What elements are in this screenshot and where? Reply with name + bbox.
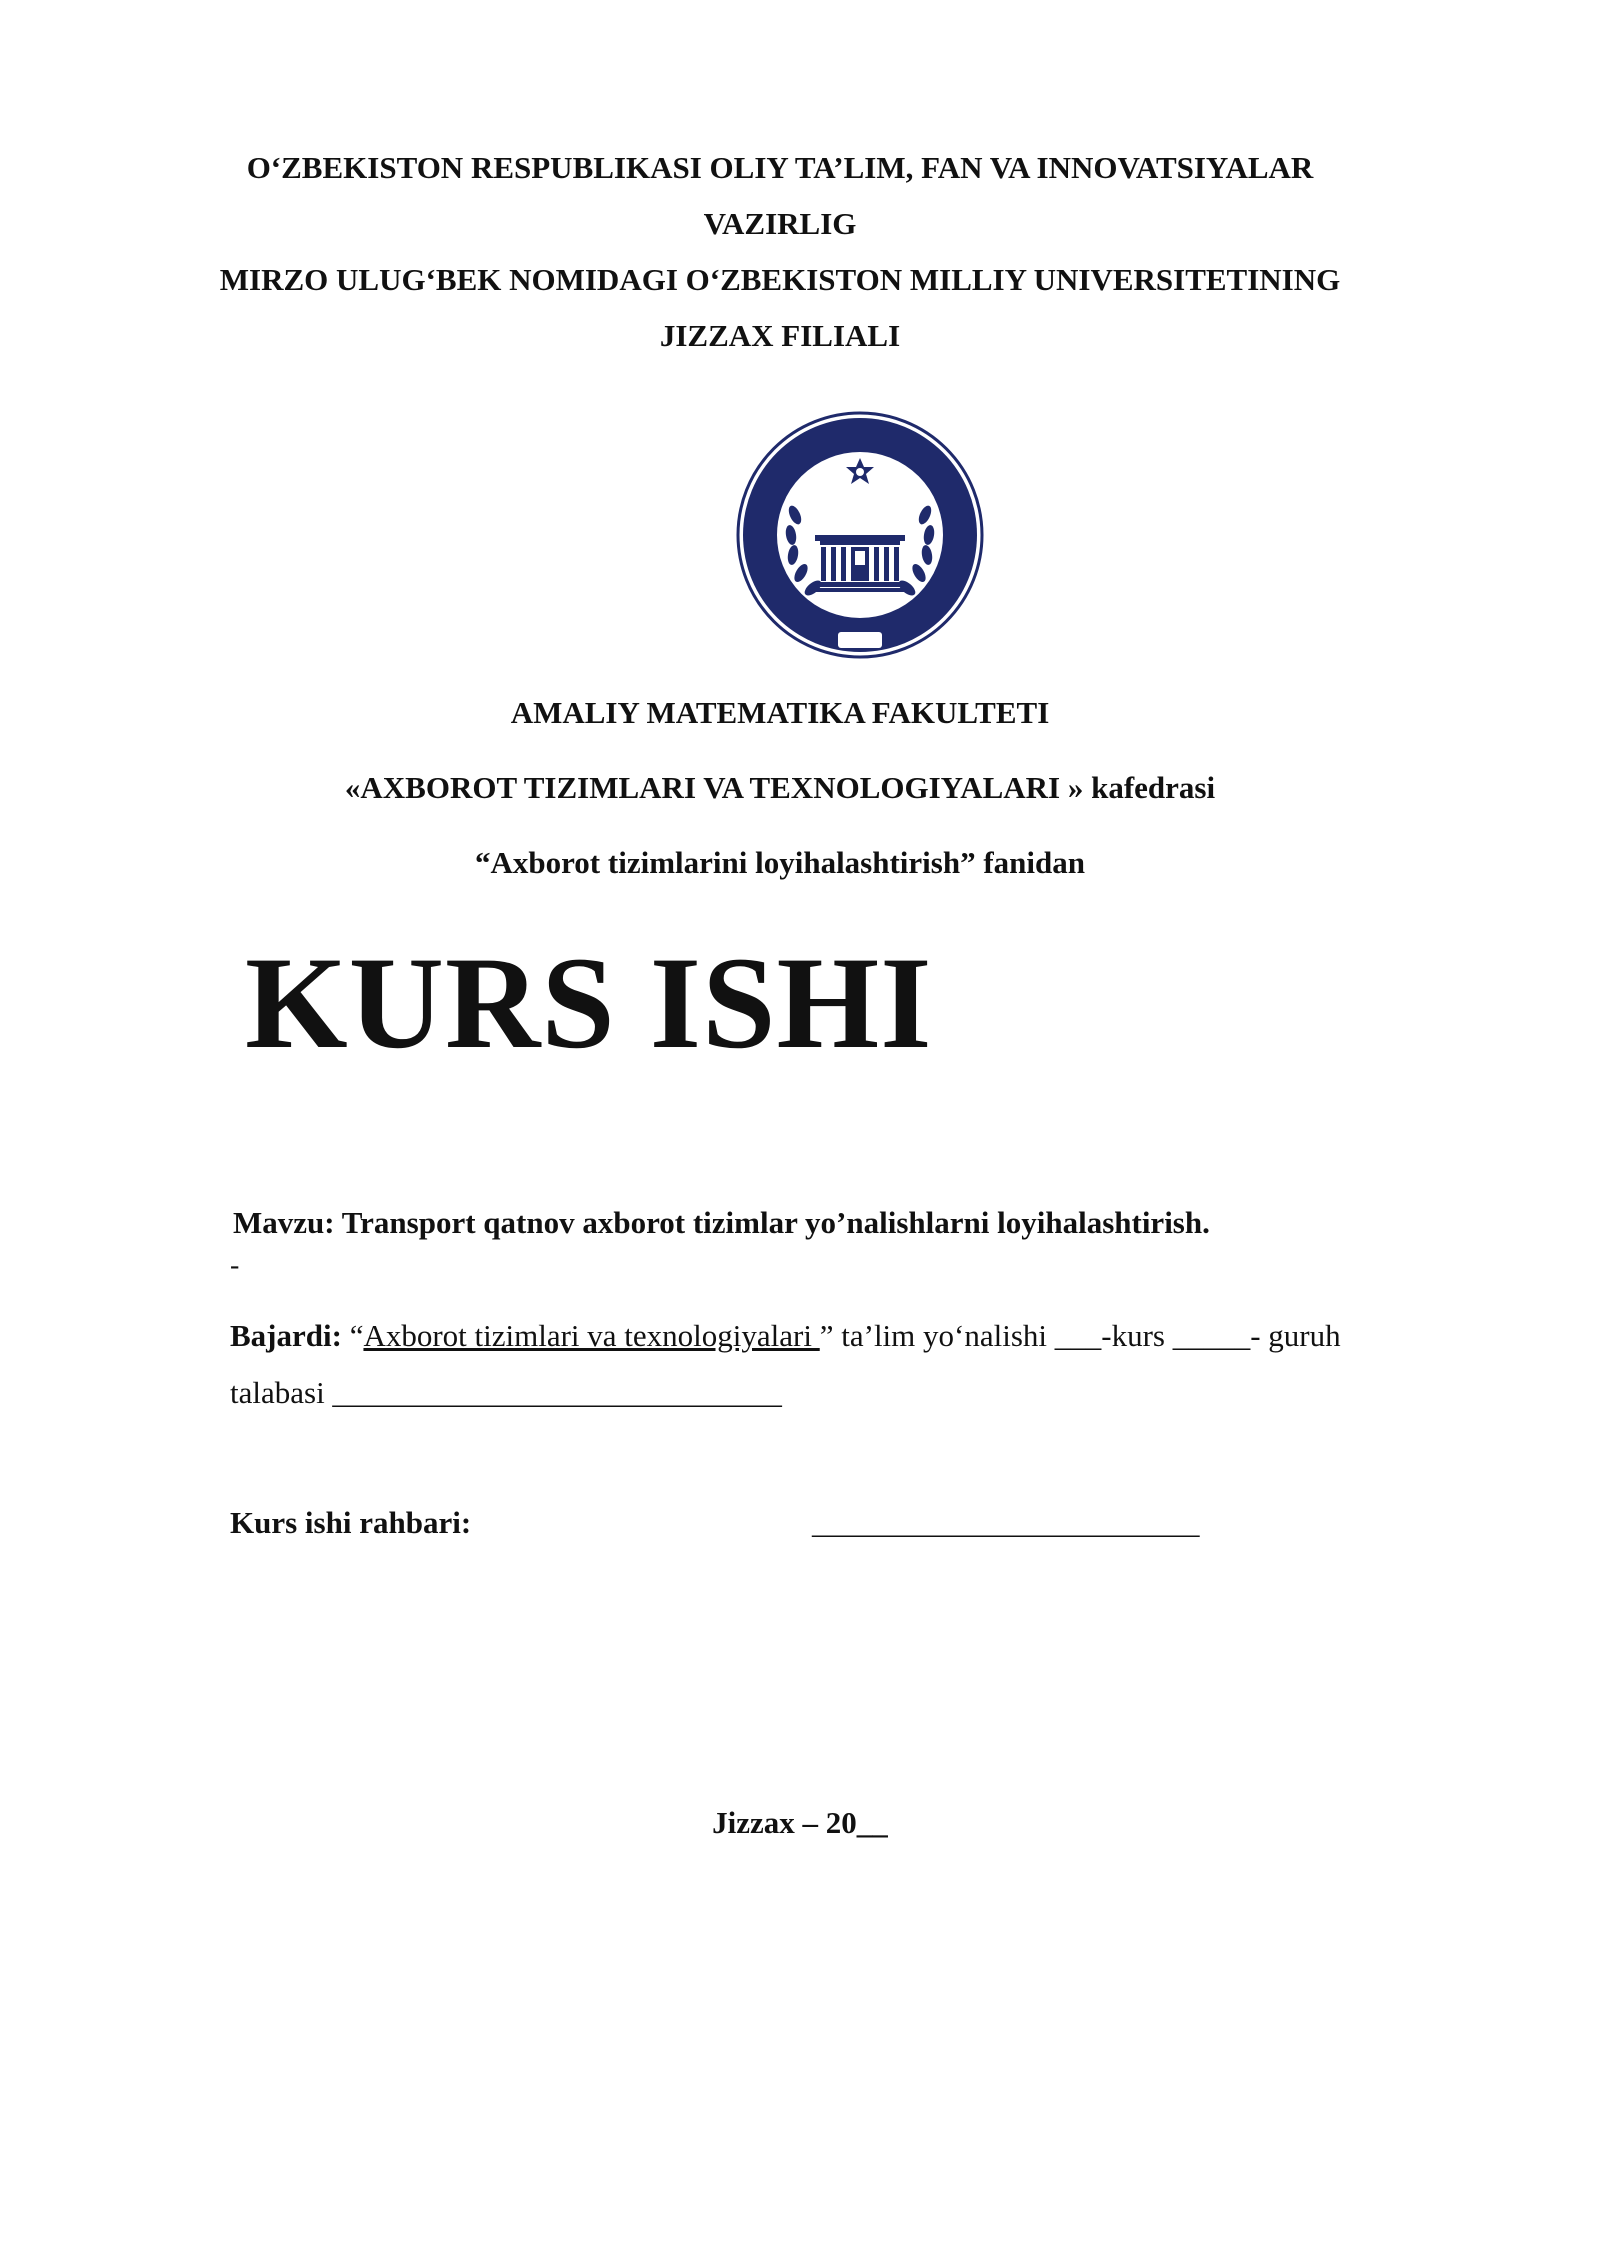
- performer-open-quote: “: [341, 1318, 364, 1353]
- program-name: Axborot tizimlari va texnologiyalari: [363, 1318, 820, 1353]
- dash-mark: -: [230, 1250, 240, 1281]
- supervisor-blank-line: _________________________: [812, 1505, 1200, 1540]
- city-year: Jizzax – 20__: [712, 1805, 888, 1840]
- branch-title-line: JIZZAX FILIALI: [659, 318, 901, 353]
- topic-line: Mavzu: Transport qatnov axborot tizimlar yo’nalishlarni loyihalashtirish.: [233, 1205, 1210, 1240]
- university-seal-logo: [735, 410, 985, 660]
- supervisor-label: Kurs ishi rahbari:: [230, 1505, 472, 1540]
- department-name: «AXBOROT TIZIMLARI VA TEXNOLOGIYALARI » kafedrasi: [344, 770, 1216, 805]
- performer-line: [230, 1318, 1341, 1354]
- performer-label: Bajardi:: [230, 1318, 342, 1353]
- performer-rest: ” ta’lim yo‘nalishi ___-kurs _____- guruh: [819, 1318, 1341, 1353]
- ministry-title-line-1: O‘ZBEKISTON RESPUBLIKASI OLIY TA’LIM, FAN VA INNOVATSIYALAR: [246, 150, 1314, 185]
- subject-name: “Axborot tizimlarini loyihalashtirish” fanidan: [474, 845, 1086, 880]
- faculty-name: AMALIY MATEMATIKA FAKULTETI: [510, 695, 1050, 730]
- ministry-title-line-2: VAZIRLIG: [703, 206, 857, 241]
- student-line: talabasi _____________________________: [230, 1375, 782, 1410]
- document-type-title: KURS ISHI: [245, 929, 933, 1076]
- university-title-line: MIRZO ULUG‘BEK NOMIDAGI O‘ZBEKISTON MILLIY UNIVERSITETINING: [219, 262, 1341, 297]
